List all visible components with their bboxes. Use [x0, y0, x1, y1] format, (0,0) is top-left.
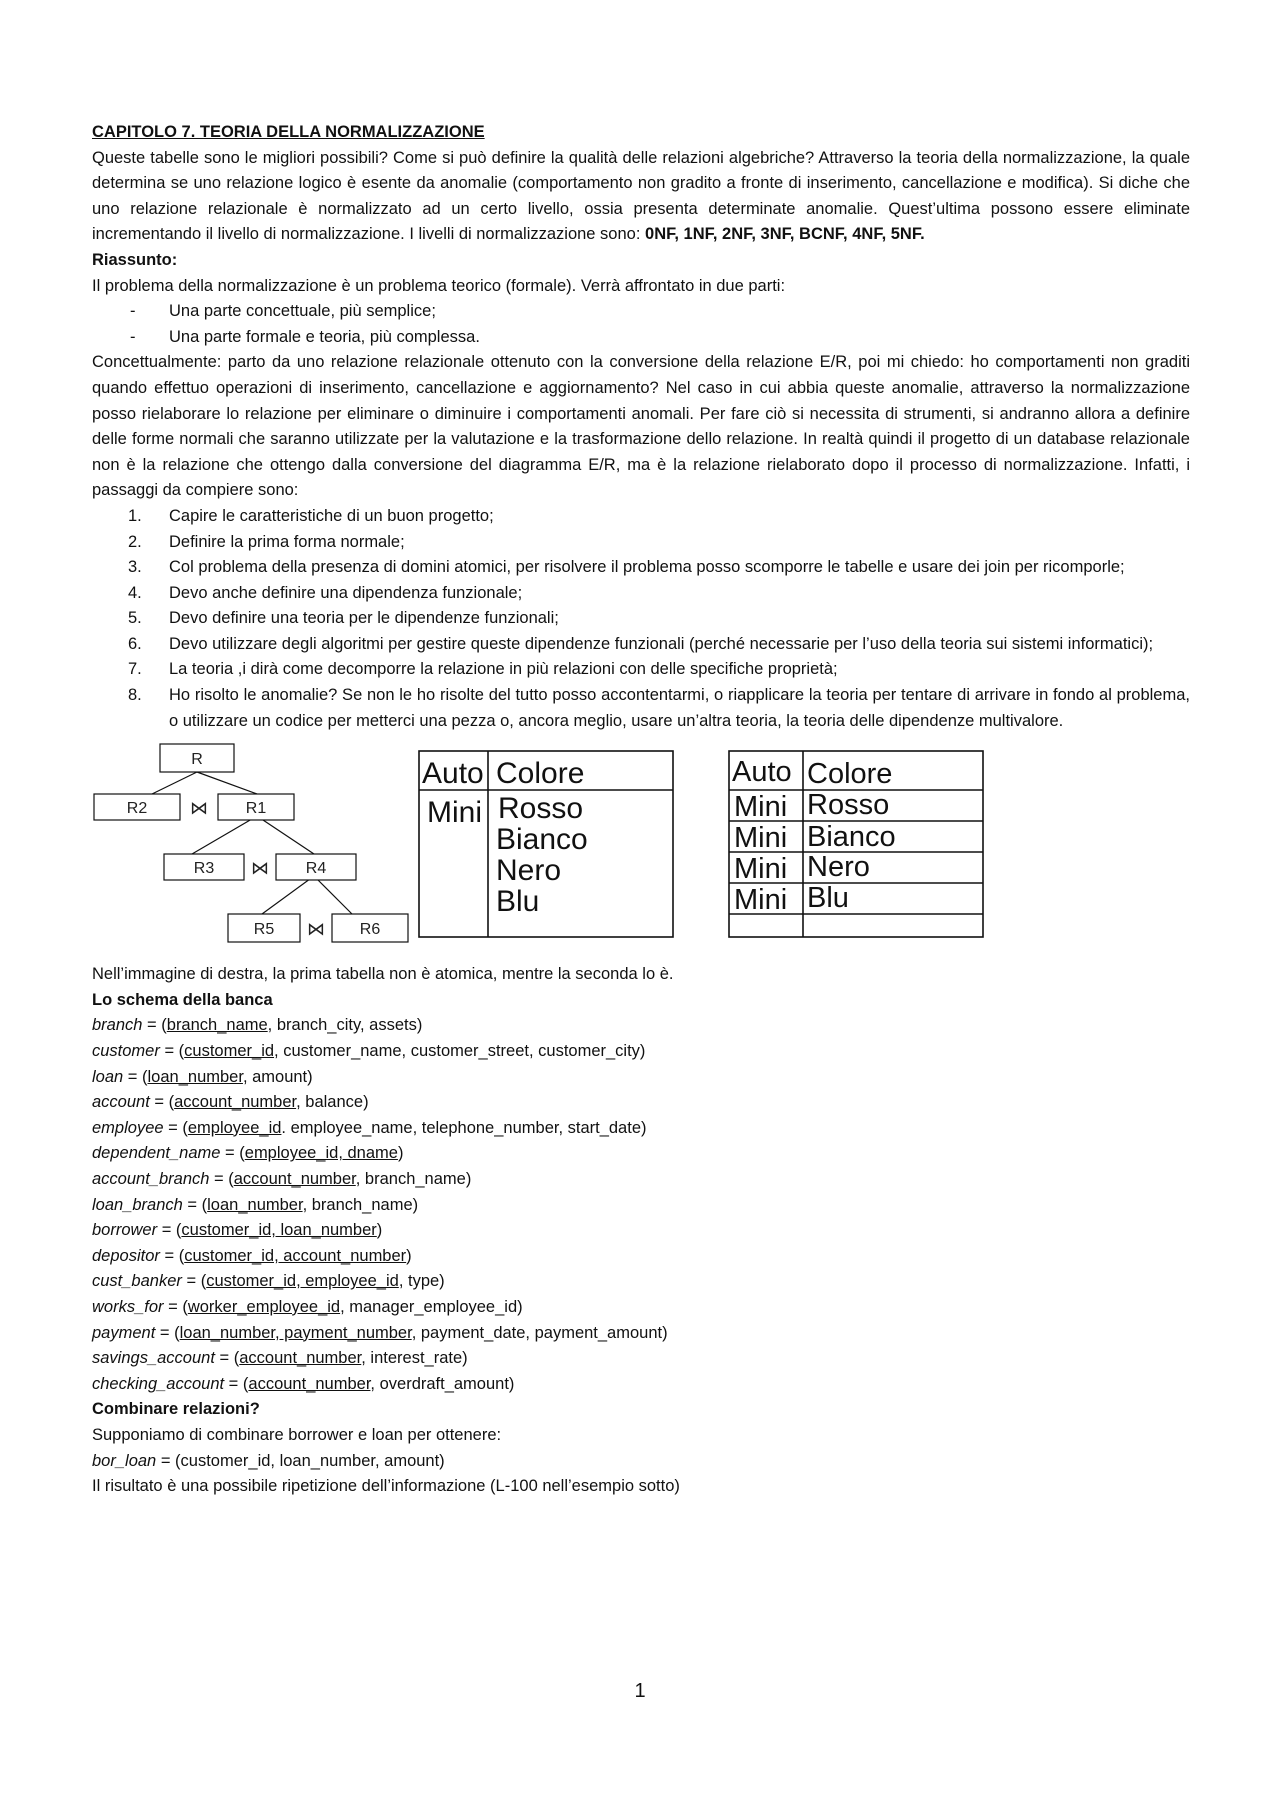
- table-header: Colore: [496, 757, 585, 791]
- table-cell: Rosso: [807, 789, 890, 822]
- tree-label: R4: [305, 860, 327, 878]
- relation-name: account_branch: [92, 1170, 210, 1188]
- relation-attributes: . employee_name, telephone_number, start_date): [281, 1118, 647, 1137]
- relation-attributes: ): [406, 1246, 412, 1265]
- relation-attributes: , interest_rate): [361, 1349, 468, 1368]
- relation-attributes: , branch_city, assets): [267, 1016, 423, 1035]
- list-item: [92, 504, 1190, 530]
- intro-text: Queste tabelle sono le migliori possibili? Come si può definire la qualità delle relazioni algebriche? Attraverso la teoria della normalizzazione, la quale determina se uno relazione logico è esente da anomalie (comportamento non gradito a fronte di inserimento, cancellazione e modifica). Si diche che uno relazione relazionale è normalizzato ad un certo livello, ossia presenta determinate anomalie. Quest’ultima possono essere eliminate incrementando il livello di normalizzazione. I livelli di normalizzazione sono:: [92, 148, 1190, 244]
- schema-row: account = (account_number, balance): [92, 1093, 369, 1112]
- schema-row: savings_account = (account_number, interest_rate): [92, 1349, 468, 1368]
- table-cell: Mini: [734, 791, 788, 824]
- step-text: Definire la prima forma normale;: [169, 532, 405, 551]
- relation-name: depositor: [92, 1246, 160, 1265]
- result-text: Il risultato è una possibile ripetizione dell’informazione (L-100 nell’esempio sotto): [92, 1477, 680, 1496]
- tree-label: R3: [193, 860, 215, 878]
- schema-row: account_branch = (account_number, branch_name): [92, 1170, 472, 1188]
- table-header: Colore: [807, 758, 893, 791]
- image-caption: Nell’immagine di destra, la prima tabella non è atomica, mentre la seconda lo è.: [92, 965, 674, 984]
- schema-row: employee = (employee_id. employee_name, telephone_number, start_date): [92, 1118, 647, 1137]
- primary-key: worker_employee_id: [187, 1297, 341, 1316]
- step-number: 3.: [128, 558, 142, 577]
- relation-attributes: = (customer_id, loan_number, amount): [156, 1451, 445, 1470]
- relation-name: customer: [92, 1042, 160, 1061]
- relation-attributes: , balance): [296, 1093, 369, 1112]
- schema-row: dependent_name = (employee_id, dname): [92, 1144, 404, 1163]
- table-cell: Nero: [496, 854, 562, 888]
- schema-row: borrower = (customer_id, loan_number): [92, 1221, 383, 1240]
- combine-heading: Combinare relazioni?: [92, 1400, 260, 1419]
- step-text: Ho risolto le anomalie? Se non le ho risolte del tutto posso accontentarmi, o riapplicare la teoria per tentare di arrivare in fondo al problema, o utilizzare un codice per metterci una pezza o, ancora meglio, usare un’altra teoria, la teoria delle dipendenze multivalore.: [169, 686, 1190, 730]
- primary-key: account_number: [174, 1093, 297, 1112]
- table-cell: Blu: [496, 885, 540, 919]
- primary-key: employee_id, dname: [244, 1144, 398, 1163]
- relation-name: payment: [92, 1323, 156, 1342]
- join-icon: ⋈: [251, 858, 269, 879]
- tree-label: R: [191, 751, 203, 769]
- summary-text: Il problema della normalizzazione è un problema teorico (formale). Verrà affrontato in due parti:: [92, 276, 786, 295]
- relation-attributes: ): [376, 1221, 383, 1240]
- primary-key: account_number: [248, 1374, 371, 1393]
- primary-key: customer_id: [184, 1042, 275, 1061]
- relation-attributes: , branch_name): [302, 1195, 419, 1214]
- list-item: [92, 632, 1190, 658]
- tree-label: R6: [359, 921, 381, 939]
- table-cell: Nero: [807, 851, 870, 884]
- table-cell: Mini: [734, 853, 788, 886]
- relation-name: loan_branch: [92, 1195, 183, 1214]
- primary-key: employee_id: [187, 1118, 282, 1137]
- relation-attributes: , type): [398, 1272, 445, 1291]
- schema-row: loan = (loan_number, amount): [92, 1067, 313, 1086]
- step-text: Devo utilizzare degli algoritmi per gestire queste dipendenze funzionali (perché necessarie per l’uso della teoria sui sistemi informatici);: [169, 634, 1154, 653]
- step-text: La teoria ,i dirà come decomporre la relazione in più relazioni con delle specifiche proprietà;: [169, 660, 838, 679]
- table-header: Auto: [732, 756, 792, 789]
- figures-row: [92, 738, 1190, 960]
- page-number: 1: [634, 1680, 646, 1702]
- step-number: 8.: [128, 686, 142, 705]
- relation-name: dependent_name: [92, 1144, 221, 1163]
- join-icon: ⋈: [190, 798, 208, 819]
- combine-text: Supponiamo di combinare borrower e loan per ottenere:: [92, 1425, 502, 1444]
- primary-key: customer_id, employee_id: [206, 1272, 399, 1291]
- primary-key: loan_number, payment_number: [179, 1323, 412, 1342]
- document-page: [92, 120, 1190, 1500]
- list-item: [92, 657, 1190, 683]
- schema-row: customer = (customer_id, customer_name, customer_street, customer_city): [92, 1042, 646, 1061]
- schema-row: cust_banker = (customer_id, employee_id, type): [92, 1272, 445, 1291]
- list-item: - Una parte formale e teoria, più complessa.: [92, 325, 1190, 351]
- schema-row: payment = (loan_number, payment_number, payment_date, payment_amount): [92, 1323, 668, 1342]
- tree-label: R5: [253, 921, 275, 939]
- list-item: [92, 581, 1190, 607]
- table-cell: Mini: [734, 884, 788, 917]
- relation-name: borrower: [92, 1221, 158, 1240]
- step-text: Devo definire una teoria per le dipendenze funzionali;: [169, 609, 559, 628]
- step-number: 2.: [128, 532, 142, 551]
- primary-key: loan_number: [207, 1195, 303, 1214]
- summary-heading: Riassunto:: [92, 250, 178, 269]
- summary-list: [92, 299, 1190, 350]
- normal-forms-list: 0NF, 1NF, 2NF, 3NF, BCNF, 4NF, 5NF.: [645, 225, 925, 244]
- schema-row: loan_branch = (loan_number, branch_name): [92, 1195, 419, 1214]
- step-number: 6.: [128, 634, 142, 653]
- concept-paragraph: Concettualmente: parto da uno relazione relazionale ottenuto con la conversione della relazione E/R, poi mi chiedo: ho comportamenti non graditi quando effettuo operazioni di inserimento, cancellazione e aggiornamento? Nel caso in cui abbia queste anomalie, attraverso la normalizzazione posso rielaborare lo relazione per eliminare o diminuire i comportamenti anomali. Per fare ciò si necessita di strumenti, si andranno allora a definire delle forme normali che saranno utilizzate per la valutazione e la trasformazione dello relazione. In realtà quindi il progetto di un database relazionale non è la relazione che ottengo dalla conversione del diagramma E/R, ma è la relazione rielaborato dopo il processo di normalizzazione. Infatti, i passaggi da compiere sono:: [92, 353, 1190, 500]
- primary-key: loan_number: [147, 1067, 243, 1086]
- relation-name: employee: [92, 1118, 164, 1137]
- relation-attributes: , customer_name, customer_street, customer_city): [274, 1042, 646, 1061]
- schema-row: branch = (branch_name, branch_city, assets): [92, 1016, 423, 1035]
- relation-name: cust_banker: [92, 1272, 182, 1291]
- step-text: Capire le caratteristiche di un buon progetto;: [169, 506, 494, 525]
- list-item: [92, 530, 1190, 556]
- tree-label: R1: [245, 800, 267, 818]
- relation-name: works_for: [92, 1297, 164, 1316]
- steps-list: [92, 504, 1190, 734]
- atomic-table: [728, 750, 988, 950]
- join-icon: ⋈: [307, 919, 325, 940]
- list-item: [92, 606, 1190, 632]
- list-item: - Una parte concettuale, più semplice;: [92, 299, 1190, 325]
- list-item: [92, 683, 1190, 734]
- relation-attributes: , overdraft_amount): [370, 1374, 515, 1393]
- schema-row: checking_account = (account_number, overdraft_amount): [92, 1374, 515, 1393]
- table-cell: Bianco: [496, 823, 588, 857]
- step-number: 5.: [128, 609, 142, 628]
- relation-name: loan: [92, 1067, 124, 1086]
- relation-attributes: , payment_date, payment_amount): [411, 1323, 668, 1342]
- step-text: Col problema della presenza di domini atomici, per risolvere il problema posso scomporre le tabelle e usare dei join per ricomporle;: [169, 558, 1125, 577]
- table-cell: Rosso: [498, 792, 584, 826]
- table-cell: Mini: [734, 822, 788, 855]
- schema-row: works_for = (worker_employee_id, manager_employee_id): [92, 1297, 523, 1316]
- bor-loan-line: [92, 1449, 1190, 1475]
- step-text: Devo anche definire una dipendenza funzionale;: [169, 583, 523, 602]
- primary-key: customer_id, loan_number: [181, 1221, 377, 1240]
- relation-attributes: , branch_name): [355, 1170, 472, 1188]
- bank-schema-heading: Lo schema della banca: [92, 990, 273, 1009]
- relation-attributes: , manager_employee_id): [340, 1297, 523, 1316]
- relation-attributes: , amount): [242, 1067, 313, 1086]
- non-atomic-table: [418, 750, 678, 950]
- primary-key: account_number: [239, 1349, 362, 1368]
- primary-key: branch_name: [166, 1016, 268, 1035]
- table-header: Auto: [422, 757, 484, 791]
- decomposition-tree: [92, 742, 422, 952]
- relation-name: checking_account: [92, 1374, 225, 1393]
- primary-key: account_number: [233, 1170, 356, 1188]
- table-cell: Mini: [427, 796, 483, 830]
- relation-name: account: [92, 1093, 150, 1112]
- list-item: [92, 555, 1190, 581]
- relation-attributes: ): [397, 1144, 404, 1163]
- step-number: 4.: [128, 583, 142, 602]
- chapter-title: CAPITOLO 7. TEORIA DELLA NORMALIZZAZIONE: [92, 123, 485, 141]
- tree-label: R2: [126, 800, 148, 818]
- step-number: 7.: [128, 660, 142, 679]
- table-cell: Bianco: [807, 821, 896, 854]
- intro-paragraph: [92, 146, 1190, 248]
- table-cell: Blu: [807, 882, 849, 915]
- step-number: 1.: [128, 506, 142, 525]
- relation-name: bor_loan: [92, 1451, 157, 1470]
- primary-key: customer_id, account_number: [184, 1246, 407, 1265]
- schema-row: depositor = (customer_id, account_number): [92, 1246, 412, 1265]
- relation-name: branch: [92, 1016, 143, 1035]
- bank-schema-list: [92, 1013, 1190, 1397]
- relation-name: savings_account: [92, 1349, 215, 1368]
